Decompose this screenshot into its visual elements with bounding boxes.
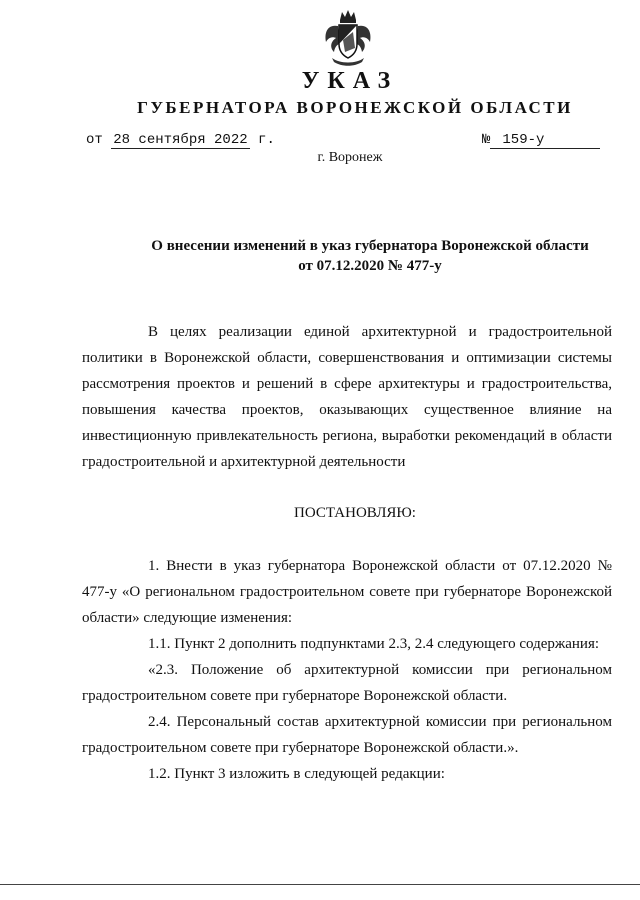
decree-item-1: 1. Внести в указ губернатора Воронежской области от 07.12.2020 № 477-у «О региональном градостроительном совете при губернаторе Воронежской области» следующие изменения: xyxy=(82,558,612,626)
preamble-paragraph: В целях реализации единой архитектурной и градостроительной политики в Воронежской области, совершенствования и оптимизации системы рассмотрения проектов и решений в сфере архитектуры и градостроительства, повышения качества проектов, оказывающих существенное влияние на инвестиционную привлекательность региона, выработки рекомендаций в области градостроительной и архитектурной деятельности xyxy=(82,324,612,470)
document-title xyxy=(0,236,640,276)
decree-items xyxy=(82,553,612,787)
date-value: 28 сентября 2022 xyxy=(113,132,248,148)
decree-item-2-4: 2.4. Персональный состав архитектурной комиссии при региональном градостроительном совете при губернаторе Воронежской области.». xyxy=(82,714,612,756)
issuer-subtitle: ГУБЕРНАТОРА ВОРОНЕЖСКОЙ ОБЛАСТИ xyxy=(137,98,573,117)
page-bottom-rule xyxy=(0,884,640,885)
decree-date xyxy=(86,132,275,149)
decree-item-1-1: 1.1. Пункт 2 дополнить подпунктами 2.3, 2.4 следующего содержания: xyxy=(148,636,600,652)
decree-item-2-3: «2.3. Положение об архитектурной комиссии при региональном градостроительном совете при губернаторе Воронежской области. xyxy=(82,662,612,704)
number-value: 159-у xyxy=(490,132,600,149)
decree-type-title: УКАЗ xyxy=(301,68,399,94)
decree-item-1-2: 1.2. Пункт 3 изложить в следующей редакции: xyxy=(148,766,445,782)
decree-heading: ПОСТАНОВЛЯЮ: xyxy=(294,505,416,521)
number-label: № xyxy=(482,132,491,148)
coat-of-arms-icon xyxy=(318,8,378,70)
document-title-line-2: от 07.12.2020 № 477-у xyxy=(298,258,442,274)
document-title-line-1: О внесении изменений в указ губернатора Воронежской области xyxy=(151,238,589,254)
city-label: г. Воронеж xyxy=(317,150,383,165)
date-suffix: г. xyxy=(258,132,275,148)
decree-number xyxy=(482,132,600,149)
date-prefix: от xyxy=(86,132,103,148)
